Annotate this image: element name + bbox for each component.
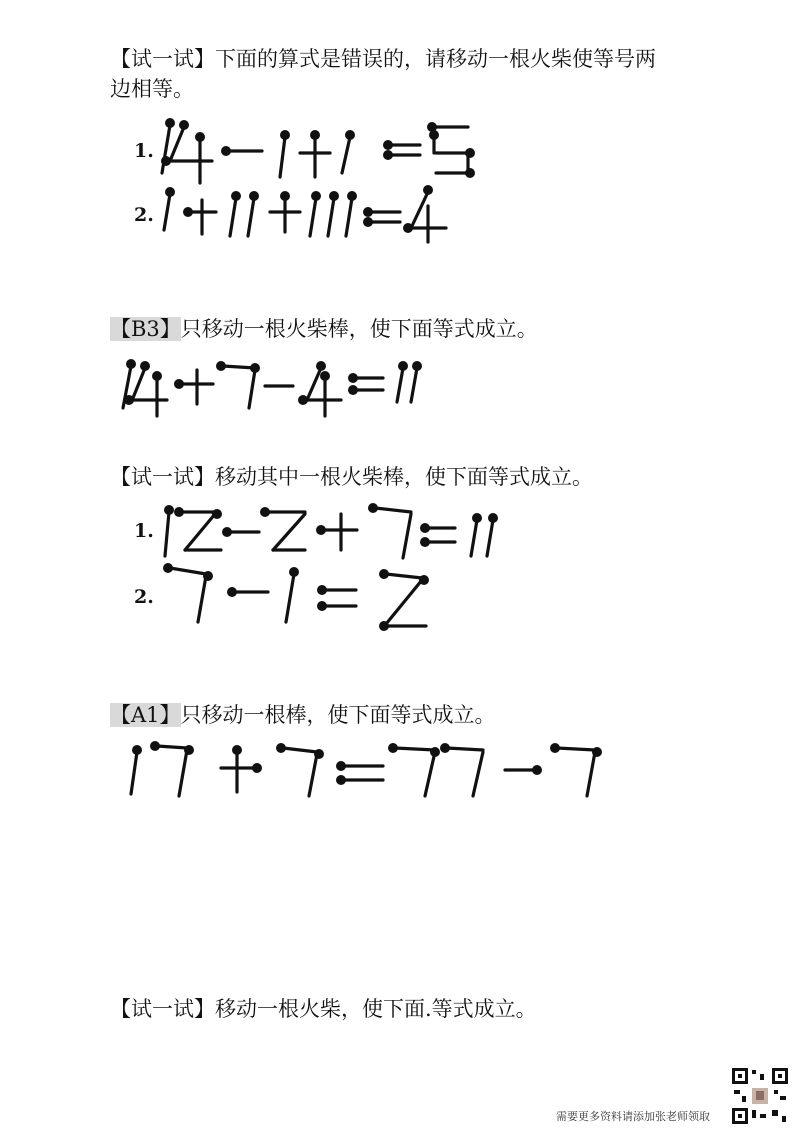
matchstick-equation-2-2: [160, 560, 460, 635]
footer-text: 需要更多资料请添加张老师领取: [556, 1110, 710, 1123]
problem-text-b3-body: 只移动一根火柴棒，使下面等式成立。: [180, 317, 538, 341]
matchstick-equation-1-2: [150, 180, 470, 245]
problem-text-a1-body: 只移动一根棒，使下面等式成立。: [180, 703, 496, 727]
problem-text-2: 【试一试】移动其中一根火柴棒，使下面等式成立。: [110, 465, 593, 489]
equation-label-4: 2.: [134, 586, 154, 608]
problem-text-a1: [110, 700, 496, 730]
equation-label-1: 1.: [134, 140, 154, 162]
matchstick-equation-b3: [115, 358, 445, 418]
tag-b3: 【B3】: [110, 317, 181, 341]
matchstick-equation-1-1: [150, 115, 490, 190]
problem-text-1-line1: 【试一试】下面的算式是错误的，请移动一根火柴使等号两: [110, 47, 656, 71]
qr-code-icon: [730, 1066, 790, 1126]
problem-text-1-line2: 边相等。: [110, 77, 194, 101]
equation-label-2: 2.: [134, 204, 154, 226]
equation-label-3: 1.: [134, 520, 154, 542]
matchstick-equation-a1: [125, 738, 615, 803]
problem-text-1: [110, 44, 710, 104]
matchstick-equation-2-1: [155, 500, 515, 565]
problem-text-3: 【试一试】移动一根火柴，使下面.等式成立。: [110, 997, 537, 1021]
tag-a1: 【A1】: [110, 703, 181, 727]
problem-text-b3: [110, 314, 538, 344]
